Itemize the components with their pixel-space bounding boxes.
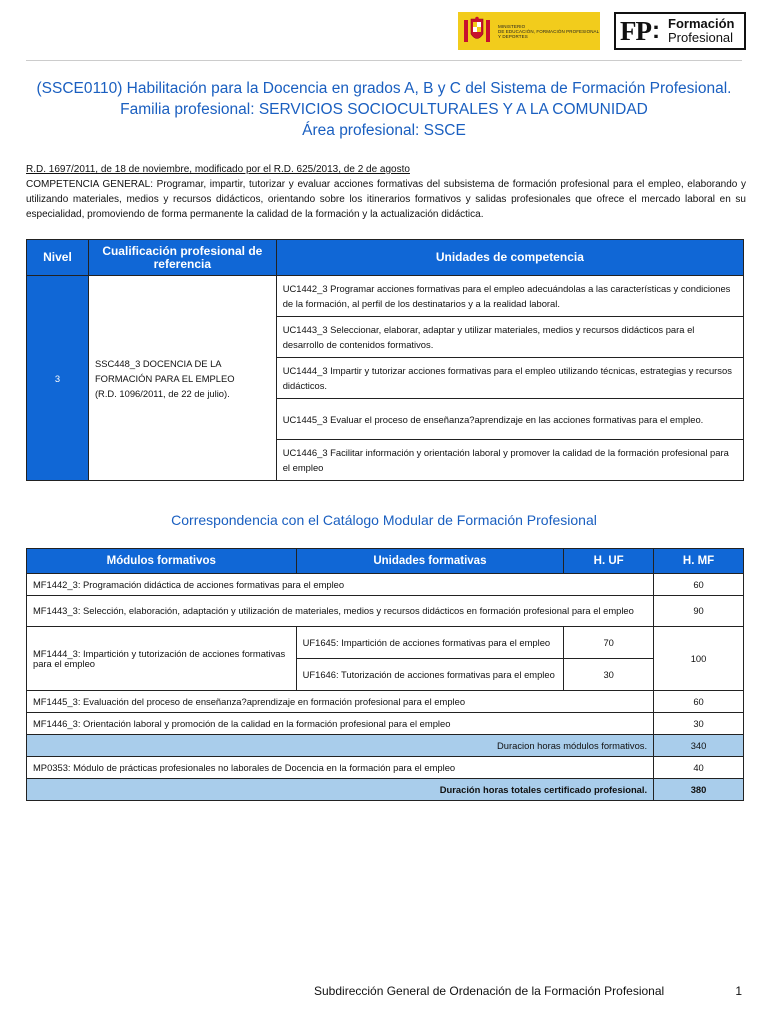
- table-row: [27, 713, 744, 735]
- header-divider: [26, 60, 742, 61]
- header-cualificacion: Cualificación profesional de referencia: [88, 240, 276, 276]
- mp0353-hours: 40: [654, 757, 744, 779]
- mf1442-hours: 60: [654, 574, 744, 596]
- table-row: [27, 691, 744, 713]
- mf1443-label: MF1443_3: Selección, elaboración, adaptación y utilización de materiales, medios y recursos didácticos en formación profesional para el empleo: [27, 596, 654, 627]
- cualificacion-cell: [88, 276, 276, 481]
- fp-logo-line1: Formación: [668, 16, 735, 31]
- uc-1444: UC1444_3 Impartir y tutorizar acciones formativas para el empleo utilizando técnicas, estrategias y recursos didácticos.: [276, 358, 743, 399]
- title-certificate: (SSCE0110) Habilitación para la Docencia en grados A, B y C del Sistema de Formación Profesional.: [36, 80, 732, 97]
- mf1446-label: MF1446_3: Orientación laboral y promoción de la calidad en la formación profesional para el empleo: [27, 713, 654, 735]
- mp0353-label: MP0353: Módulo de prácticas profesionales no laborales de Docencia en la formación para el empleo: [27, 757, 654, 779]
- mf1444-label: MF1444_3: Impartición y tutorización de acciones formativas para el empleo: [27, 627, 297, 691]
- ministry-name: MINISTERIO DE EDUCACIÓN, FORMACIÓN PROFESIONAL Y DEPORTES: [498, 23, 600, 39]
- footer-text: Subdirección General de Ordenación de la Formación Profesional: [314, 984, 665, 998]
- uc-1445: UC1445_3 Evaluar el proceso de enseñanza?aprendizaje en las acciones formativas para el empleo.: [276, 399, 743, 440]
- header-h-uf: H. UF: [564, 549, 654, 574]
- mf1445-label: MF1445_3: Evaluación del proceso de enseñanza?aprendizaje en formación profesional para el empleo: [27, 691, 654, 713]
- fp-logo-line2: Profesional: [668, 30, 734, 45]
- uc-1446: UC1446_3 Facilitar información y orientación laboral y promover la calidad de la formación profesional para el empleo: [276, 440, 743, 481]
- header-nivel: Nivel: [27, 240, 89, 276]
- page-number: 1: [735, 984, 742, 998]
- mf1443-hours: 90: [654, 596, 744, 627]
- section-subtitle: Correspondencia con el Catálogo Modular de Formación Profesional: [171, 512, 597, 528]
- mf1444-hours: 100: [654, 627, 744, 691]
- cualificacion-name: SSC448_3 DOCENCIA DE LA FORMACIÓN PARA EL EMPLEO: [94, 357, 235, 384]
- qualification-table: [26, 239, 744, 481]
- table-row: [27, 596, 744, 627]
- uc-row: [27, 276, 744, 317]
- mf1445-hours: 60: [654, 691, 744, 713]
- modules-table: [26, 548, 744, 801]
- coat-of-arms-icon: [462, 16, 492, 46]
- table-row: [27, 574, 744, 596]
- table-row: [27, 735, 744, 757]
- uf1645-hours: 70: [564, 627, 654, 659]
- uf1646-hours: 30: [564, 659, 654, 691]
- duracion-total-label: Duración horas totales certificado profesional.: [27, 779, 654, 801]
- uc-1442: UC1442_3 Programar acciones formativas para el empleo adecuándolas a las características y condiciones de la formación, al perfil de los destinatarios y a la realidad laboral.: [276, 276, 743, 317]
- table-row: [27, 627, 744, 659]
- header-h-mf: H. MF: [654, 549, 744, 574]
- mf1442-label: MF1442_3: Programación didáctica de acciones formativas para el empleo: [27, 574, 654, 596]
- modules-header-row: [27, 549, 744, 574]
- uf1645-label: UF1645: Impartición de acciones formativas para el empleo: [296, 627, 564, 659]
- rd-block: [26, 162, 746, 222]
- table-row: [27, 757, 744, 779]
- mf1446-hours: 30: [654, 713, 744, 735]
- header-unidades-formativas: Unidades formativas: [296, 549, 564, 574]
- fp-logo: FP : Formación Profesional: [614, 12, 746, 50]
- table-row: [27, 779, 744, 801]
- nivel-value: 3: [27, 276, 89, 481]
- cualificacion-rd: (R.D. 1096/2011, de 22 de julio).: [94, 387, 230, 399]
- fp-mark: FP: [620, 15, 651, 46]
- ministry-logo: [458, 12, 600, 50]
- qualification-header-row: [27, 240, 744, 276]
- uc-1443: UC1443_3 Seleccionar, elaborar, adaptar y utilizar materiales, medios y recursos didácticos para el desarrollo de contenidos formativos.: [276, 317, 743, 358]
- header-modulos: Módulos formativos: [27, 549, 297, 574]
- duracion-modulos-label: Duracion horas módulos formativos.: [27, 735, 654, 757]
- title-family: Familia profesional: SERVICIOS SOCIOCULTURALES Y A LA COMUNIDAD: [120, 101, 648, 118]
- title-area: Área profesional: SSCE: [302, 122, 466, 139]
- competencia-general: COMPETENCIA GENERAL: Programar, impartir, tutorizar y evaluar acciones formativas del subsistema de formación profesional para el empleo, elaborando y utilizando materiales, medios y recursos didácticos, orientando sobre los itinerarios formativos y salidas profesionales que ofrece el mercado laboral en su especialidad, promoviendo de forma permanente la calidad de la formación y la actualización didáctica.: [26, 179, 746, 220]
- rd-reference: R.D. 1697/2011, de 18 de noviembre, modificado por el R.D. 625/2013, de 2 de agosto: [26, 164, 410, 175]
- duracion-total-hours: 380: [654, 779, 744, 801]
- duracion-modulos-hours: 340: [654, 735, 744, 757]
- header-unidades-competencia: Unidades de competencia: [276, 240, 743, 276]
- page-header: [0, 0, 768, 62]
- page-title: [0, 78, 768, 141]
- uf1646-label: UF1646: Tutorización de acciones formativas para el empleo: [296, 659, 564, 691]
